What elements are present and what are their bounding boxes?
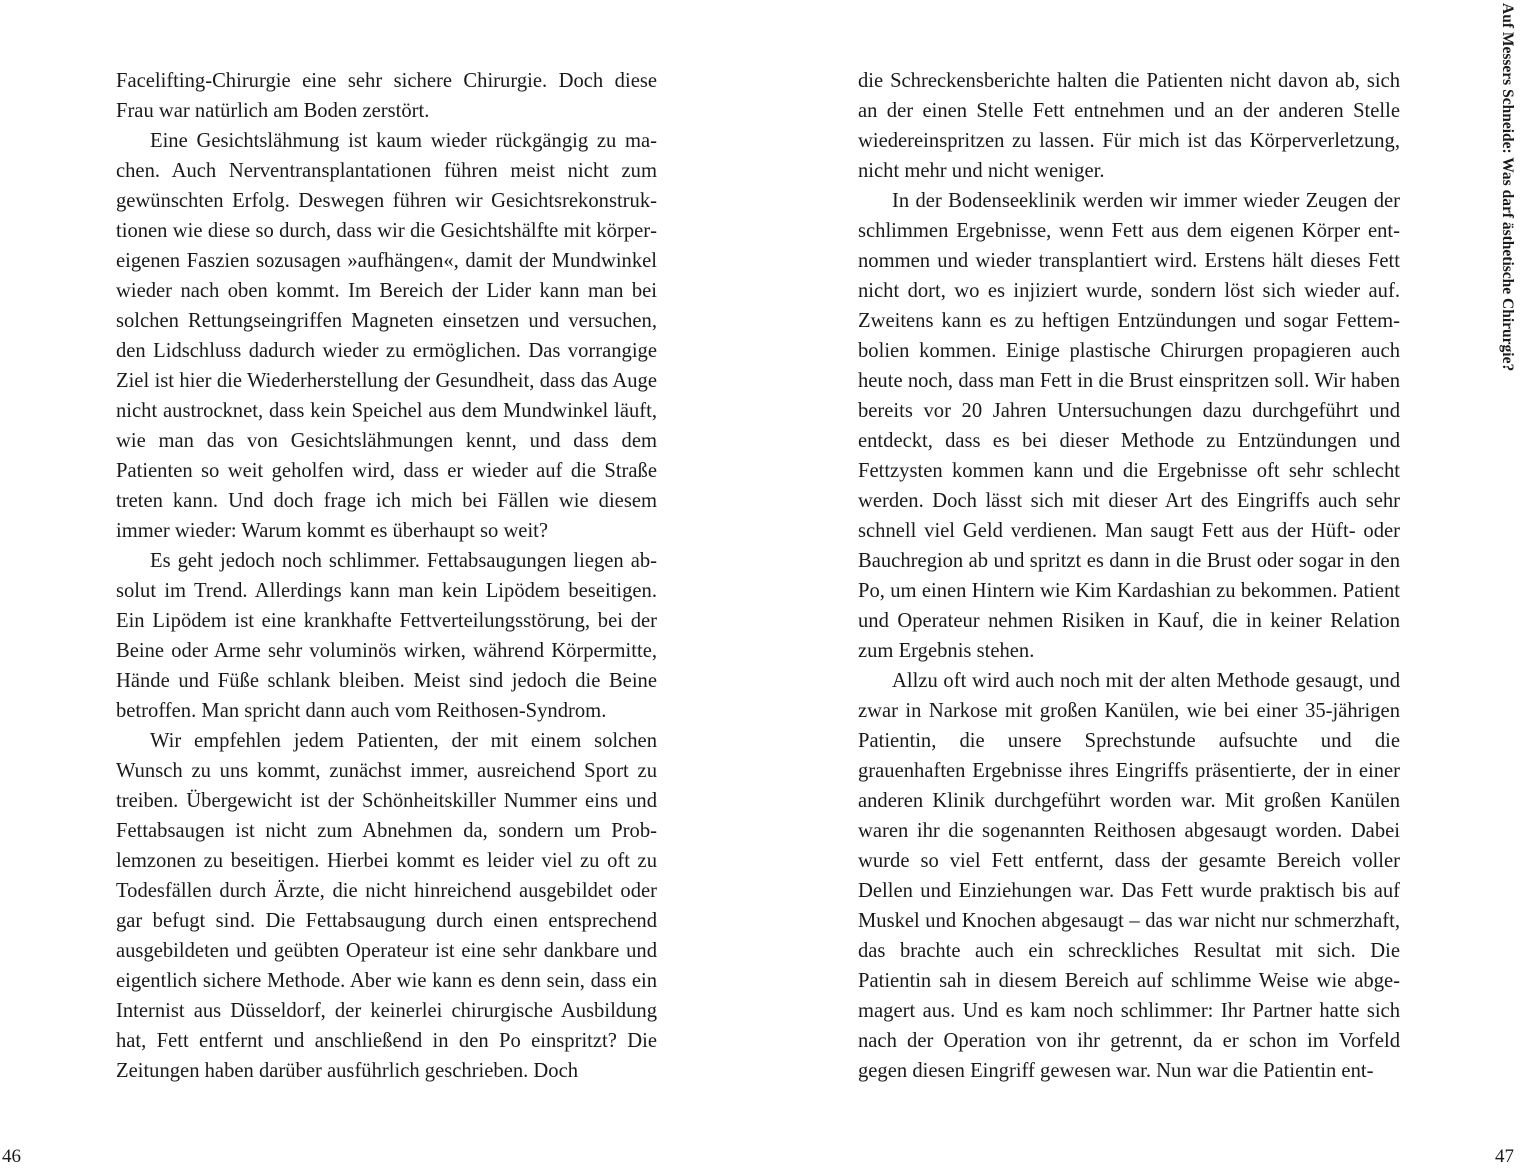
- page-number-left: 46: [2, 1146, 21, 1167]
- left-page-body: [116, 66, 657, 1086]
- left-paragraph-4: Wir empfehlen jedem Patienten, der mit einem solchen Wunsch zu uns kommt, zunächst immer, ausreichend Sport zu treiben. Übergewicht ist der Schönheitskiller Nummer eins und Fettabsaugen ist nicht zum Abnehmen da, sondern um Problemzonen zu beseitigen. Hierbei kommt es leider viel zu oft zu Todesfällen durch Ärzte, die nicht hinreichend ausgebildet oder gar befugt sind. Die Fettabsaugung durch einen entsprechend ausgebildeten und geübten Operateur ist eine sehr dankbare und eigentlich sichere Methode. Aber wie kann es denn sein, dass ein Internist aus Düsseldorf, der keinerlei chirurgische Ausbildung hat, Fett entfernt und anschließend in den Po einspritzt? Die Zeitungen haben darüber ausführlich geschrieben. Doch: [116, 730, 657, 1082]
- right-paragraph-2: In der Bodenseeklinik werden wir immer wieder Zeugen der schlimmen Ergebnisse, wenn Fett aus dem eigenen Körper entnommen und wieder transplantiert wird. Erstens hält dieses Fett nicht dort, wo es injiziert wurde, sondern löst sich wieder auf. Zweitens kann es zu heftigen Entzündungen und sogar Fettembolien kommen. Einige plastische Chirurgen propagieren auch heute noch, dass man Fett in die Brust einspritzen soll. Wir haben bereits vor 20 Jahren Untersuchungen dazu durchgeführt und entdeckt, dass es bei dieser Methode zu Entzündungen und Fettzysten kommen kann und die Ergebnisse oft sehr schlecht werden. Doch lässt sich mit dieser Art des Eingriffs auch sehr schnell viel Geld verdienen. Man saugt Fett aus der Hüft- oder Bauchregion ab und spritzt es dann in die Brust oder sogar in den Po, um einen Hintern wie Kim Kardashian zu bekommen. Patient und Operateur nehmen Risiken in Kauf, die in keiner Relation zum Ergebnis stehen.: [858, 190, 1400, 662]
- left-paragraph-3: Es geht jedoch noch schlimmer. Fettabsaugungen liegen absolut im Trend. Allerdings kann man kein Lipödem beseitigen. Ein Lipödem ist eine krankhafte Fettverteilungsstörung, bei der Beine oder Arme sehr voluminös wirken, während Körpermitte, Hände und Füße schlank bleiben. Meist sind jedoch die Beine betroffen. Man spricht dann auch vom Reithosen-Syndrom.: [116, 550, 657, 722]
- running-head: Auf Messers Schneide: Was darf ästhetische Chirurgie?: [1499, 3, 1516, 372]
- page-number-right: 47: [1495, 1146, 1514, 1167]
- left-paragraph-2: Eine Gesichtslähmung ist kaum wieder rückgängig zu machen. Auch Nerventransplantationen führen meist nicht zum gewünschten Erfolg. Deswegen führen wir Gesichtsrekonstruktionen wie diese so durch, dass wir die Gesichtshälfte mit körpereigenen Faszien sozusagen »aufhängen«, damit der Mundwinkel wieder nach oben kommt. Im Bereich der Lider kann man bei solchen Rettungseingriffen Magneten einsetzen und versuchen, den Lidschluss dadurch wieder zu ermöglichen. Das vorrangige Ziel ist hier die Wiederherstellung der Gesundheit, dass das Auge nicht austrocknet, dass kein Speichel aus dem Mundwinkel läuft, wie man das von Gesichtslähmungen kennt, und dass dem Patienten so weit geholfen wird, dass er wieder auf die Straße treten kann. Und doch frage ich mich bei Fällen wie diesem immer wieder: Warum kommt es überhaupt so weit?: [116, 130, 657, 542]
- right-paragraph-1: die Schreckensberichte halten die Patienten nicht davon ab, sich an der einen Stelle Fett entnehmen und an der anderen Stelle wiedereinspritzen zu lassen. Für mich ist das Körperverletzung, nicht mehr und nicht weniger.: [858, 70, 1400, 182]
- left-paragraph-1: Facelifting-Chirurgie eine sehr sichere Chirurgie. Doch diese Frau war natürlich am Boden zerstört.: [116, 70, 657, 122]
- right-page-body: [858, 66, 1400, 1086]
- right-paragraph-3: Allzu oft wird auch noch mit der alten Methode gesaugt, und zwar in Narkose mit großen Kanülen, wie bei einer 35-jährigen Patientin, die unsere Sprechstunde aufsuchte und die grauenhaften Ergebnisse ihres Eingriffs präsentierte, der in einer anderen Klinik durchgeführt worden war. Mit großen Kanülen waren ihr die sogenannten Reithosen abgesaugt worden. Dabei wurde so viel Fett entfernt, dass der gesamte Bereich voller Dellen und Einziehungen war. Das Fett wurde praktisch bis auf Muskel und Knochen abgesaugt – das war nicht nur schmerzhaft, das brachte auch ein schreckliches Resultat mit sich. Die Patientin sah in diesem Bereich auf schlimme Weise wie abgemagert aus. Und es kam noch schlimmer: Ihr Partner hatte sich nach der Operation von ihr getrennt, da er schon im Vorfeld gegen diesen Eingriff gewesen war. Nun war die Patientin ent-: [858, 670, 1400, 1082]
